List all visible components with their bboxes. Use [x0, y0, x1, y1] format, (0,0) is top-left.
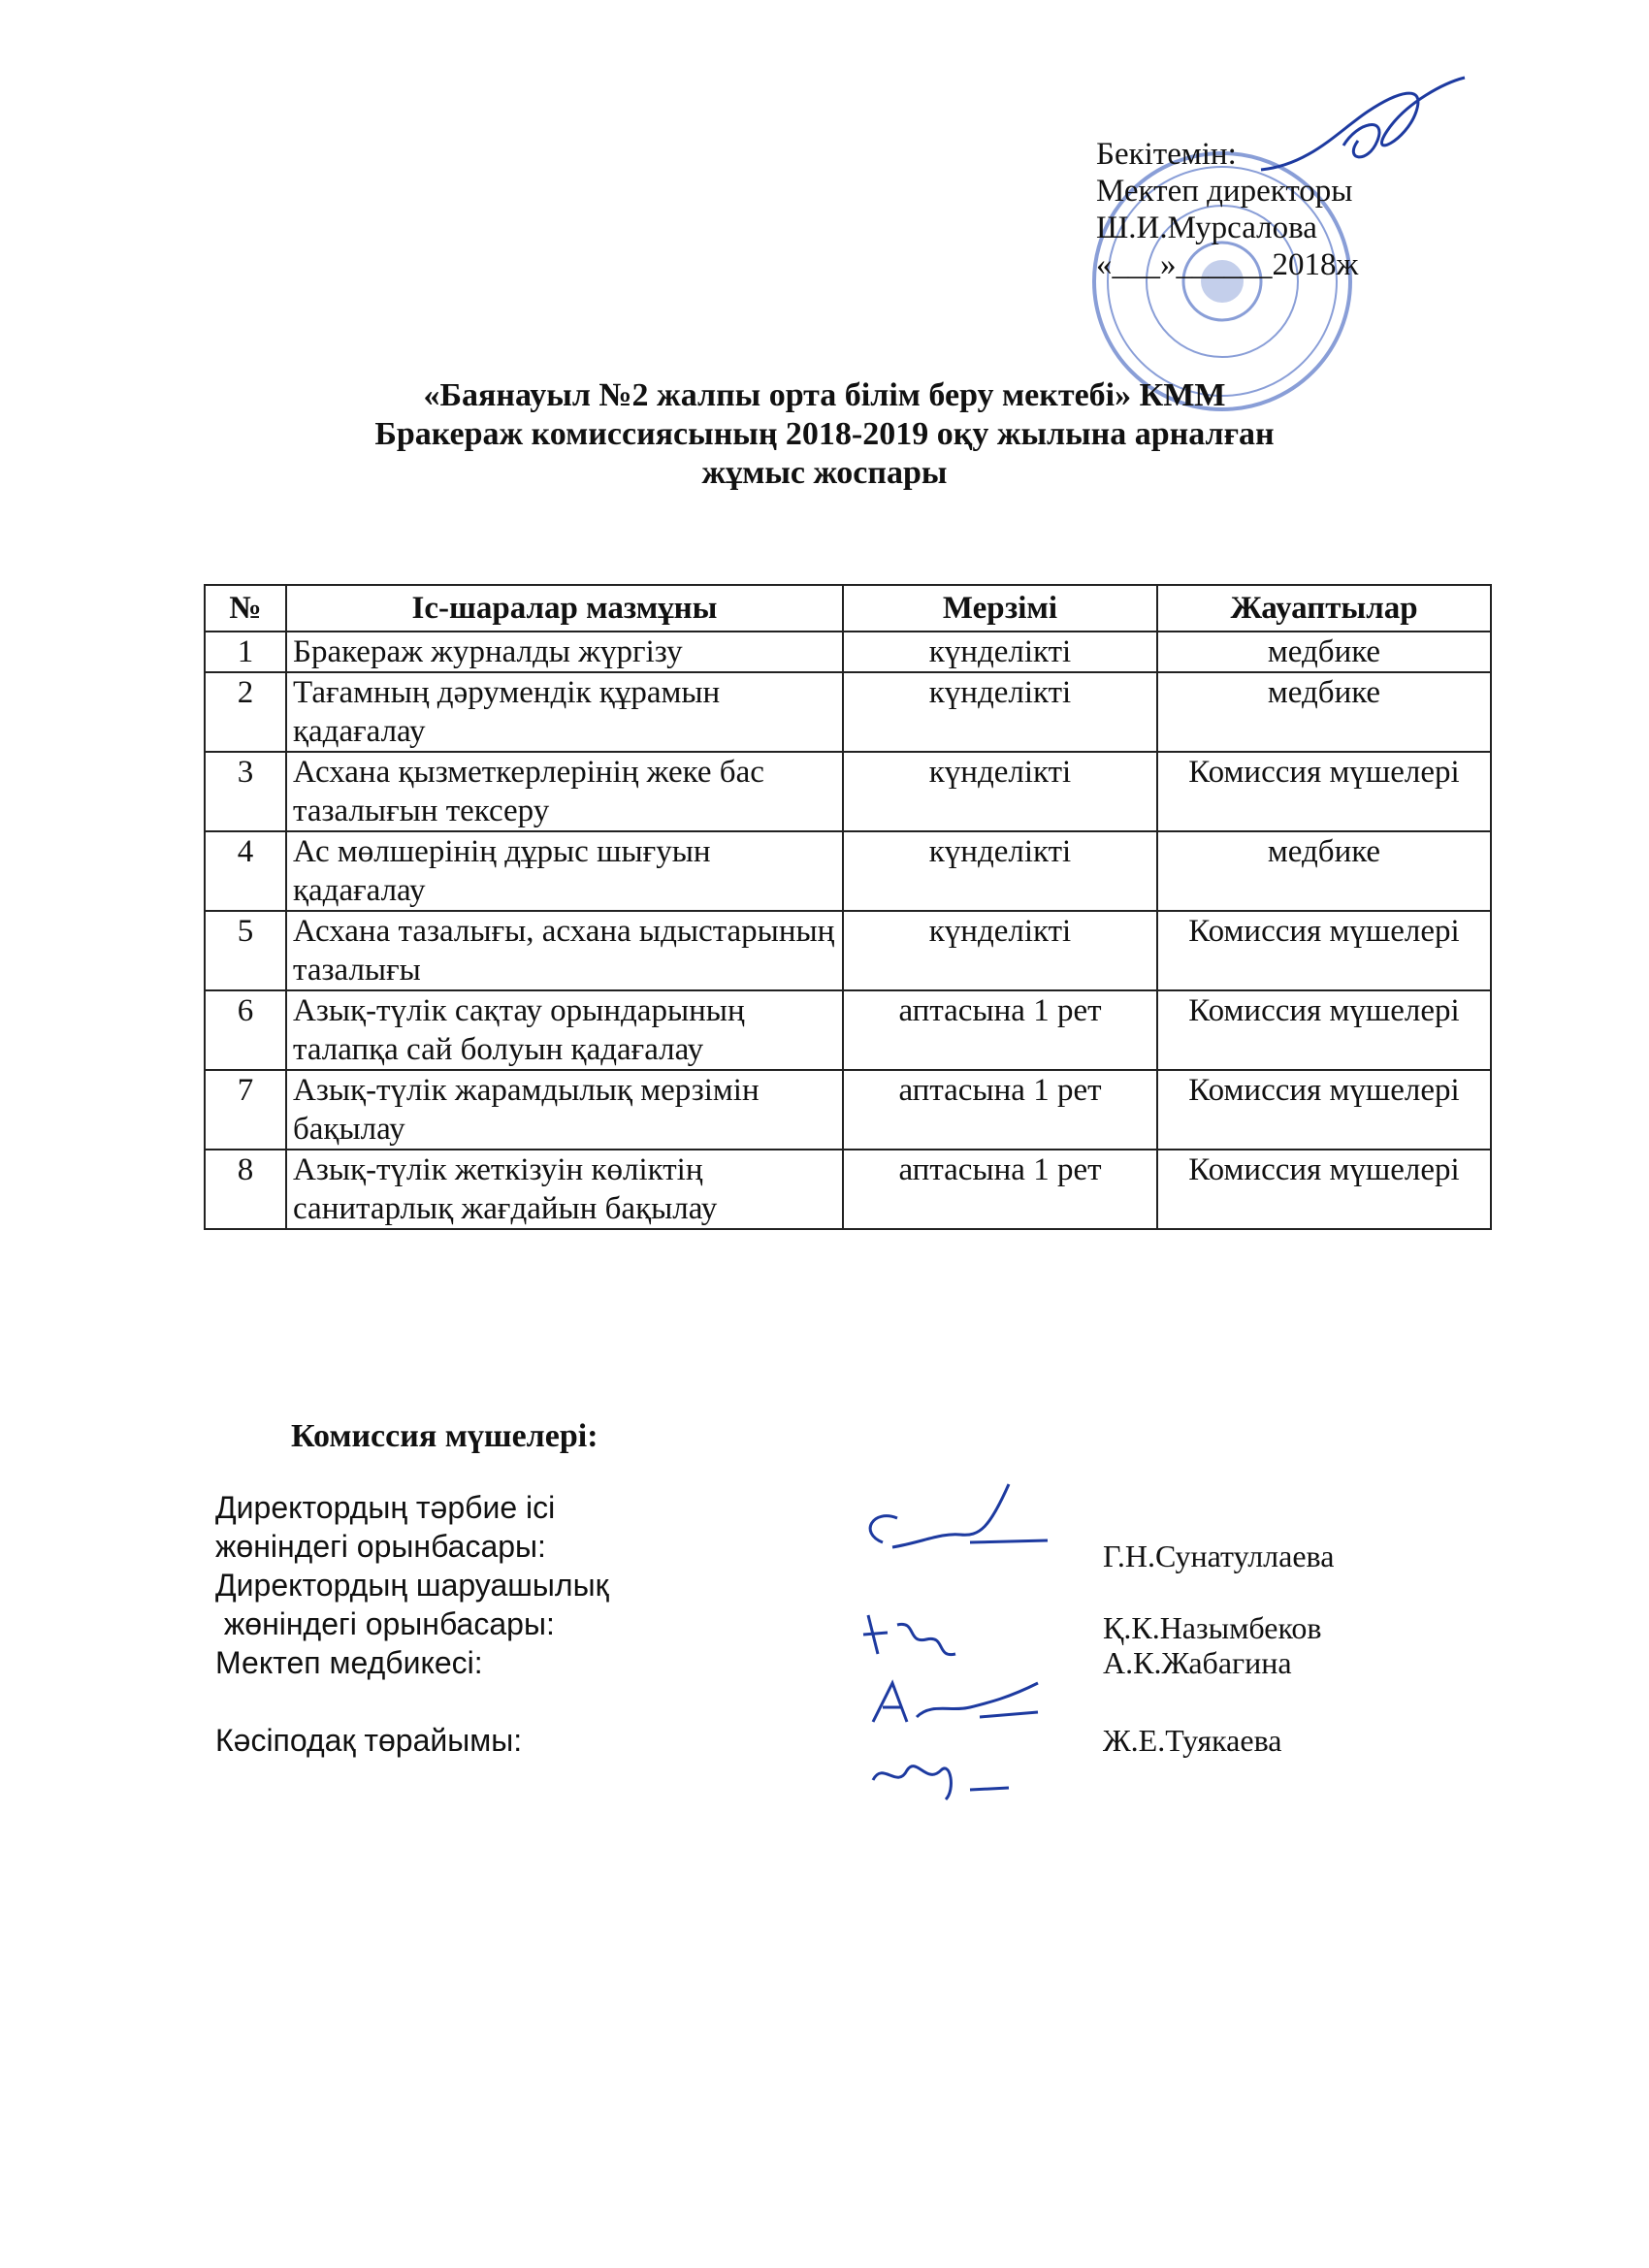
row-number: 5: [205, 911, 286, 990]
member-name: Ж.Е.Туякаева: [1103, 1723, 1282, 1758]
row-number: 6: [205, 990, 286, 1070]
approval-date: «___»______2018ж: [1096, 247, 1359, 282]
row-number: 3: [205, 752, 286, 831]
members-heading: Комиссия мүшелері:: [291, 1418, 598, 1454]
members-list: [215, 1488, 1476, 1760]
member-role-line-1: Директордың тәрбие ісі: [215, 1490, 556, 1525]
approval-label: Бекітемін:: [1096, 137, 1237, 172]
table-row: [205, 1150, 1491, 1229]
member-row: [215, 1488, 1476, 1573]
approval-position: Мектеп директоры: [1096, 174, 1353, 209]
row-term: аптасына 1 рет: [843, 1070, 1157, 1150]
row-number: 2: [205, 672, 286, 752]
member-role-line-1: Мектеп медбикесі:: [215, 1645, 483, 1680]
row-content: Тағамның дәрумендік құрамын қадағалау: [286, 672, 843, 752]
member-role-line-2: жөніндегі орынбасары:: [215, 1606, 555, 1641]
member-row: [215, 1721, 1476, 1760]
table-row: [205, 831, 1491, 911]
row-number: 1: [205, 632, 286, 672]
row-content: Азық-түлік жеткізуін көліктің санитарлық жағдайын бақылау: [286, 1150, 843, 1229]
header-number: №: [205, 585, 286, 632]
row-responsible: медбике: [1157, 831, 1491, 911]
approval-block: [1096, 136, 1358, 283]
row-term: күнделікті: [843, 752, 1157, 831]
row-content: Ас мөлшерінің дұрыс шығуын қадағалау: [286, 831, 843, 911]
table-row: [205, 752, 1491, 831]
row-number: 8: [205, 1150, 286, 1229]
title-line-2: Бракераж комиссиясының 2018-2019 оқу жылына арналған: [374, 416, 1275, 452]
row-responsible: Комиссия мүшелері: [1157, 752, 1491, 831]
row-number: 7: [205, 1070, 286, 1150]
row-responsible: Комиссия мүшелері: [1157, 911, 1491, 990]
row-number: 4: [205, 831, 286, 911]
member-name: Г.Н.Сунатуллаева: [1103, 1539, 1335, 1573]
row-term: күнделікті: [843, 911, 1157, 990]
row-content: Азық-түлік сақтау орындарының талапқа сай болуын қадағалау: [286, 990, 843, 1070]
title-line-3: жұмыс жоспары: [701, 455, 948, 491]
row-content: Азық-түлік жарамдылық мерзімін бақылау: [286, 1070, 843, 1150]
title-line-1: «Баянауыл №2 жалпы орта білім беру мектебі» КММ: [423, 377, 1226, 413]
row-responsible: Комиссия мүшелері: [1157, 1150, 1491, 1229]
member-name: А.К.Жабагина: [1103, 1645, 1292, 1680]
table-header-row: [205, 585, 1491, 632]
table-row: [205, 1070, 1491, 1150]
row-term: аптасына 1 рет: [843, 1150, 1157, 1229]
member-role-line-2: жөніндегі орынбасары:: [215, 1529, 546, 1564]
member-row: [215, 1643, 1476, 1721]
row-responsible: медбике: [1157, 672, 1491, 752]
header-content: Іс-шаралар мазмұны: [286, 585, 843, 632]
row-responsible: Комиссия мүшелері: [1157, 990, 1491, 1070]
row-content: Асхана тазалығы, асхана ыдыстарының тазалығы: [286, 911, 843, 990]
row-responsible: медбике: [1157, 632, 1491, 672]
member-name: Қ.К.Назымбеков: [1103, 1610, 1322, 1645]
header-responsible: Жауаптылар: [1157, 585, 1491, 632]
row-term: аптасына 1 рет: [843, 990, 1157, 1070]
row-content: Бракераж журналды жүргізу: [286, 632, 843, 672]
row-term: күнделікті: [843, 831, 1157, 911]
document-title: [0, 376, 1649, 493]
member-role-line-1: Кәсіподақ төрайымы:: [215, 1723, 523, 1758]
row-content: Асхана қызметкерлерінің жеке бас тазалығын тексеру: [286, 752, 843, 831]
approval-director-name: Ш.И.Мурсалова: [1096, 211, 1317, 245]
work-plan-table: [204, 584, 1492, 1230]
table-row: [205, 632, 1491, 672]
table-row: [205, 672, 1491, 752]
table-row: [205, 990, 1491, 1070]
row-term: күнделікті: [843, 672, 1157, 752]
table-row: [205, 911, 1491, 990]
member-row: [215, 1566, 1476, 1643]
member-role-line-1: Директордың шаруашылық: [215, 1568, 609, 1603]
header-term: Мерзімі: [843, 585, 1157, 632]
row-term: күнделікті: [843, 632, 1157, 672]
row-responsible: Комиссия мүшелері: [1157, 1070, 1491, 1150]
